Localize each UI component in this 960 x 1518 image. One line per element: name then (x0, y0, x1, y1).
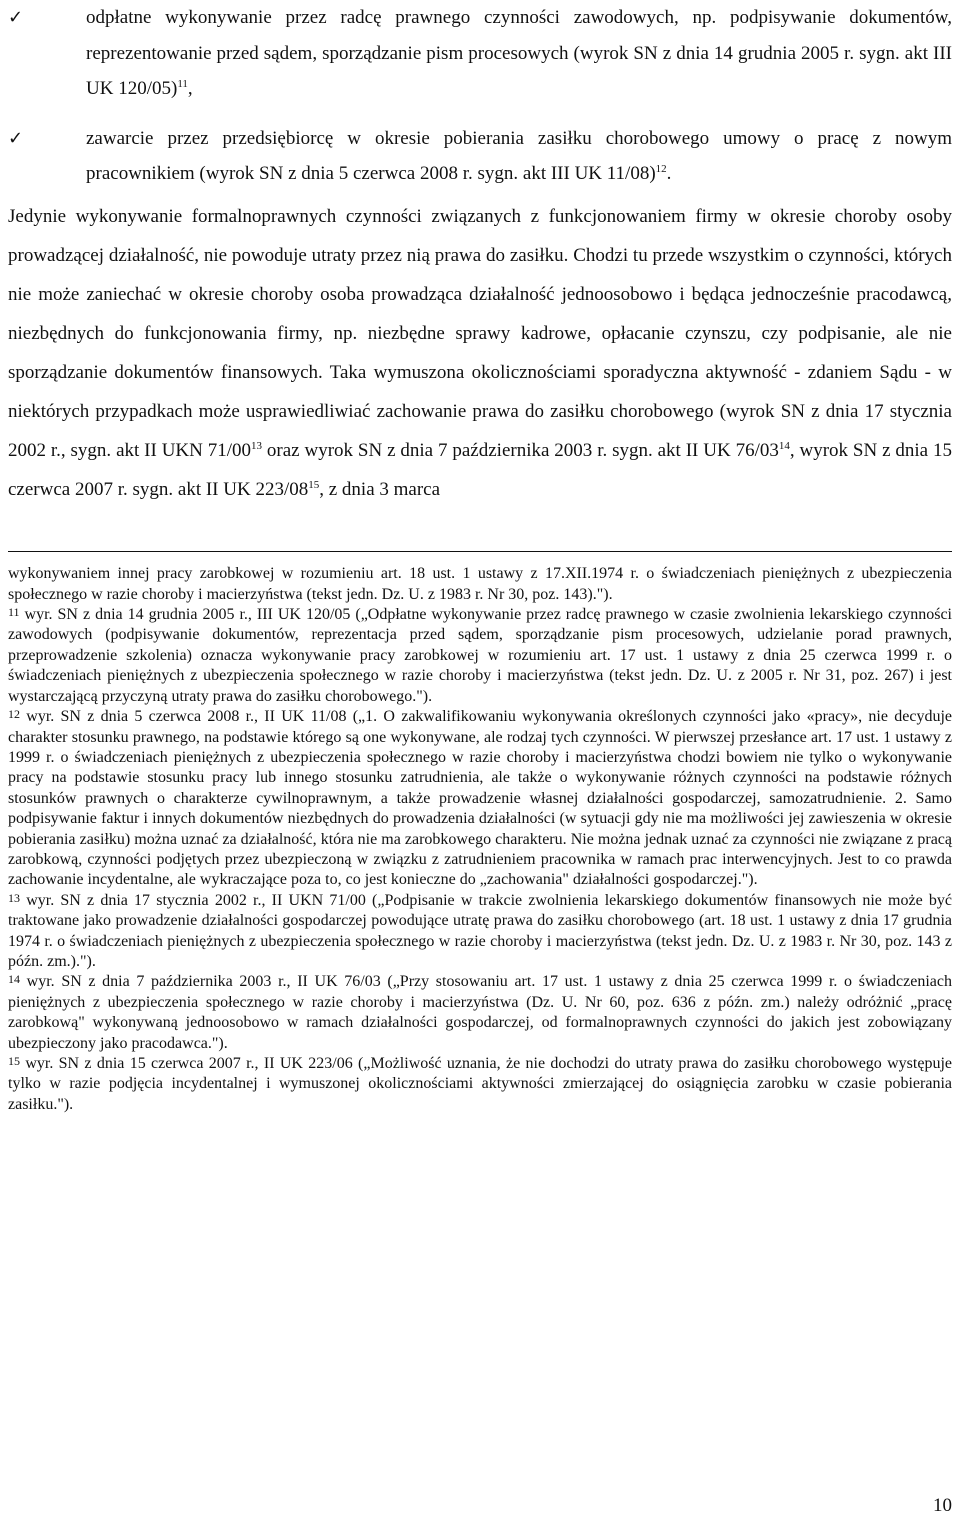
body-text: oraz wyrok SN z dnia 7 października 2003 r. sygn. akt II UK 76/03 (262, 440, 779, 462)
footnote-text: wyr. SN z dnia 5 czerwca 2008 r., II UK 11/08 („1. O zakwalifikowaniu wykonywania określonych czynności jako «pracy», nie decyduje charakter stosunku prawnego, na podstawie którego są one wykonywane, ale rodzaj tych czynności. W pierwszej przesłance art. 17 ust. 1 ustawy z 1999 r. o świadczeniach pieniężnych z ubezpieczenia społecznego w razie choroby i macierzyństwa chodzi bowiem nie tylko o wykonywanie pracy na podstawie stosunku pracy lub innego stosunku zatrudnienia, ale także o wykonywanie różnych czynności na podstawie różnych stosunków prawnych o charakterze cywilnoprawnym, a także prowadzenie własnej działalności gospodarczej, samozatrudnienie. 2. Samo podpisywanie faktur i innych dokumentów niezbędnych do prowadzenia działalności (w sytuacji gdy nie ma możliwości jej zawieszenia w okresie pobierania zasiłku) można uznać za działalność, która nie ma zarobkowego charakteru. Nie można jednak uznać za czynności nie związane z pracą zarobkową, czynności podjętych przez ubezpieczoną w związku z zatrudnieniem pracownika w ramach prac interwencyjnych. Jest to co prawda zachowanie incydentalne, ale wykraczające poza to, co jest konieczne do „zachowania" działalności gospodarczej."). (8, 708, 952, 889)
footnote-number: 13 (8, 890, 20, 905)
footnote-ref[interactable]: 11 (177, 78, 188, 90)
bullet-item (8, 121, 952, 192)
footnotes-section (8, 564, 952, 1115)
body-text: , z dnia 3 marca (319, 479, 441, 501)
footnote-item (8, 1054, 952, 1115)
document-page (8, 0, 952, 1115)
footnote-number: 11 (8, 605, 20, 620)
checkmark-icon: ✓ (8, 7, 24, 28)
footnote-number: 12 (8, 707, 20, 722)
body-paragraph (8, 197, 952, 510)
footnote-ref[interactable]: 12 (655, 163, 667, 175)
footnote-ref[interactable]: 14 (778, 440, 790, 453)
page-number: 10 (933, 1495, 952, 1516)
footnote-ref[interactable]: 13 (251, 440, 263, 453)
footnote-item (8, 972, 952, 1054)
footnote-item (8, 707, 952, 891)
checkmark-icon: ✓ (8, 127, 24, 149)
footnote-number: 14 (8, 972, 20, 987)
bullet-punct: , (187, 78, 193, 99)
footnote-item (8, 605, 952, 707)
bullet-punct: . (666, 163, 672, 184)
footnote-text: wyr. SN z dnia 15 czerwca 2007 r., II UK 223/06 („Możliwość uznania, że nie dochodzi do utraty prawa do zasiłku chorobowego występuje tylko w razie podjęcia incydentalnej i wymuszonej okolicznościami aktywności zmierzającej do osiągnięcia zarobku w czasie pobierania zasiłku."). (8, 1055, 952, 1113)
footnote-continuation: wykonywaniem innej pracy zarobkowej w rozumieniu art. 18 ust. 1 ustawy z 17.XII.1974 r. o świadczeniach pieniężnych z ubezpieczenia społecznego w razie choroby i macierzyństwa (tekst jedn. Dz. U. z 1983 r. Nr 30, poz. 143)."). (8, 565, 952, 603)
footnote-separator (8, 551, 952, 552)
footnote-item (8, 891, 952, 973)
footnote-text: wyr. SN z dnia 7 października 2003 r., II UK 76/03 („Przy stosowaniu art. 17 ust. 1 ustawy z dnia 25 czerwca 1999 r. o świadczeniach pieniężnych z ubezpieczenia społecznego w razie choroby i macierzyństwa (Dz. U. Nr 60, poz. 636 z późn. zm.) należy odróżnić „pracę zarobkową" wykonywaną jednoosobowo w ramach działalności gospodarczej, od formalnoprawnych czynności do jakich jest zobowiązany ubezpieczony jako pracodawca."). (8, 973, 952, 1052)
body-text: Jedynie wykonywanie formalnoprawnych czynności związanych z funkcjonowaniem firmy w okresie choroby osoby prowadzącej działalność, nie powoduje utraty przez nią prawa do zasiłku. Chodzi tu przede wszystkim o czynności, których nie może zaniechać w okresie choroby osoba prowadząca działalność jednoosobowo i będąca jednocześnie pracodawcą, niezbędnych do funkcjonowania firmy, np. niezbędne sprawy kadrowe, opłacanie czynszu, czy podpisanie, ale nie sporządzanie dokumentów finansowych. Taka wymuszona okolicznościami sporadyczna aktywność - zdaniem Sądu - w niektórych przypadkach może usprawiedliwiać zachowanie prawa do zasiłku chorobowego (wyrok SN z dnia 17 stycznia 2002 r., sygn. akt II UKN 71/00 (8, 205, 952, 462)
footnote-ref[interactable]: 15 (308, 479, 320, 492)
bullet-text: odpłatne wykonywanie przez radcę prawnego czynności zawodowych, np. podpisywanie dokumentów, reprezentowanie przed sądem, sporządzanie pism procesowych (wyrok SN z dnia 14 grudnia 2005 r. sygn. akt III UK 120/05) (86, 7, 952, 99)
footnote-number: 15 (8, 1054, 20, 1068)
bullet-item (8, 0, 952, 107)
footnote-text: wyr. SN z dnia 14 grudnia 2005 r., III UK 120/05 („Odpłatne wykonywanie przez radcę prawnego w czasie zwolnienia lekarskiego czynności zawodowych (podpisywanie dokumentów, reprezentacja przed sądem, sporządzanie pism procesowych, udzielanie porad prawnych, przeprowadzenie szkolenia) oznacza wykonywanie pracy zarobkowej w rozumieniu art. 17 ust. 1 ustawy z dnia 25 czerwca 1999 r. o świadczeniach pieniężnych z ubezpieczenia społecznego w razie choroby i macierzyństwa (tekst jedn. Dz. U. z 2005 r. Nr 31, poz. 267) i jest wystarczającą przyczyną utraty prawa do zasiłku chorobowego."). (8, 606, 952, 705)
bullet-text: zawarcie przez przedsiębiorcę w okresie pobierania zasiłku chorobowego umowy o pracę z nowym pracownikiem (wyrok SN z dnia 5 czerwca 2008 r. sygn. akt III UK 11/08) (86, 127, 952, 184)
body-text: , wyrok SN z dnia 15 czerwca 2007 r. sygn. akt II UK 223/08 (8, 440, 952, 501)
footnote-text: wyr. SN z dnia 17 stycznia 2002 r., II UKN 71/00 („Podpisanie w trakcie zwolnienia lekarskiego dokumentów finansowych nie może być traktowane jako prowadzenie działalności gospodarczej powodujące utratę prawa do zasiłku chorobowego (art. 18 ust. 1 ustawy z dnia 17 grudnia 1974 r. o świadczeniach pieniężnych z ubezpieczenia społecznego w razie choroby i macierzyństwa (tekst jedn. Dz. U. z 1983 r. Nr 30, poz. 143 z późn. zm.)."). (8, 891, 952, 970)
